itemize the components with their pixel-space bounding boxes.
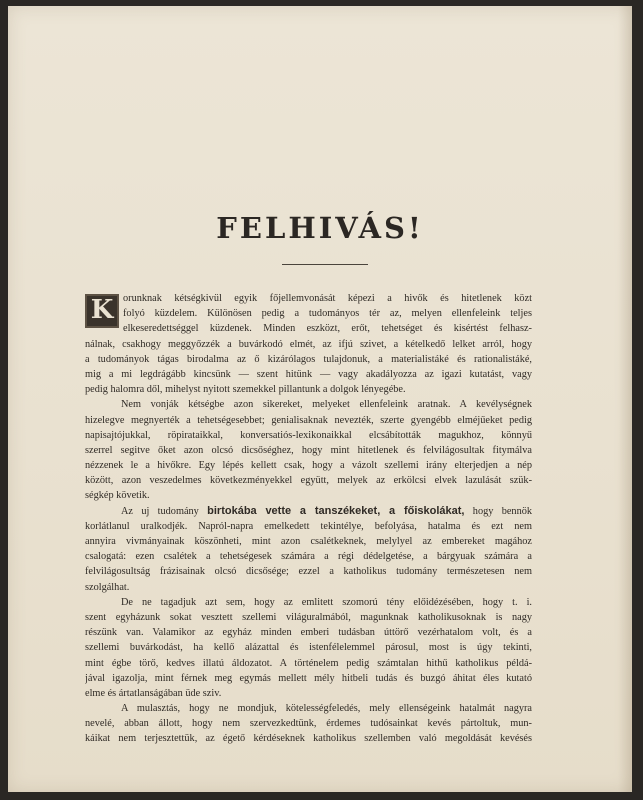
text-line: szolgálhat. [85,581,130,593]
text-line: szerrel segitve őket azon olcsó dicsőséghez, hogy mint hitetlenek és felvilágosultak fitymálva [85,444,532,456]
text-line: pedig halomra dől, mihelyst nyitott szemekkel pillantunk a dolgok lényegébe. [85,384,406,396]
paragraph [85,504,532,595]
title-divider [282,264,368,265]
page-edge-shadow [618,6,632,792]
drop-cap-initial: K [85,294,119,328]
text-line: hizelegve megnyerték a tehetségesebbet; genialisaknak nevezték, szerte gyengébb elméjűeket pedig [85,414,532,426]
document-page [8,6,632,792]
text-line: ségkép követik. [85,490,150,502]
text-line: nevelé, abban állott, hogy nem szervezkedtünk, érdemes tudósainkat kevés pártoltuk, mun- [85,718,532,730]
document-title: FELHIVÁS! [216,211,424,245]
text-line: között, azon veszedelmes következményekkel együtt, melyek az erkölcsi elvek lazulását szük- [85,475,532,487]
text-line: A mulasztás, hogy ne mondjuk, kötelességfeledés, mely ellenségeink hatalmát nagyra [121,703,532,715]
text-line: folyó küzdelem. Különösen pedig a tudományos tér az, melyen ellenfeleink teljes [123,308,532,320]
emphasized-text: birtokába vette a tanszékeket, a főiskolákat, [207,504,465,517]
text-line: felvilágosultság frázisainak olcsó dicsősége; ezzel a katholikus tudomány természetesen nem [85,566,532,578]
text-line [85,504,532,519]
text-line: annyira vivmányainak köszönheti, mint azon csalétkeknek, melylyel az embereket magához [85,536,532,547]
text-line: De ne tagadjuk azt sem, hogy az emlitett szomorú tény előidézésében, hogy t. i. [121,596,532,608]
text-line: elkeseredettséggel küzdenek. Minden eszközt, erőt, tehetséget és kisértést felhasz- [123,323,532,335]
text-line: a tudományok tágas birodalma az ő kizárólagos tulajdonuk, a materialistáké és rationalistáké, [85,353,532,365]
text-line: mint égbe törő, kedves illatú áldozatot. A történelem pedig számtalan hithű katholikus példá- [85,657,532,669]
text-segment: Az uj tudomány [121,505,208,517]
text-segment: hogy bennök [464,505,532,517]
text-line: korlátlanul uralkodjék. Napról-napra emelkedett tekintélye, befolyása, hatalma és ezt nem [85,520,532,532]
paragraph [85,397,532,503]
text-line: jával igazolja, mint férnek meg egymás mellett mély hitbeli tudás és buzgó áhitat éles kutató [85,672,532,684]
document-body [85,291,532,747]
text-line: nálnak, csakhogy meggyőzzék a buvárkodó elmét, az ifjú szivet, a kételkedő lelket arról, hogy [85,338,532,350]
paragraph [85,595,532,701]
text-line: Nem vonják kétségbe azon sikereket, melyeket ellenfeleink aratnak. A kevélységnek [121,399,532,411]
text-line: részünk van. Valamikor az egyház minden emberi tudásban úttörő vezérhatalom volt, és a [85,627,532,639]
text-line: elme és ártatlanságában üde sziv. [85,687,222,699]
text-line: napisajtójukkal, röpirataikkal, konversatiós-lexikonaikkal elcsábították magukhoz, könnyű [85,429,532,441]
text-line: orunknak kétségkivül egyik főjellemvonását képezi a hivők és hitetlenek közt [123,293,532,304]
text-line: mig a mi legdrágább kincsünk — szent hitünk — vagy akadályozza az igazi kutatást, vagy [85,368,532,380]
paragraph [85,701,532,747]
text-line: nézzenek le a hivőkre. Egy lépés kellett csak, hogy a vázolt szellemi irány elterjedjen a nép [85,460,532,472]
text-line: káikat nem terjesztettük, az égető kérdéseknek katholikus szellemben való megoldását kevésés [85,733,532,745]
text-line: szellemi buvárkodást, ha kellő alázattal és istenfélelemmel párosul, most is úgy tekinti, [85,642,532,654]
text-line: csalogatá: ezen csalétek a tehetségesek számára a régi dédelgetése, a bárgyuak számára a [85,551,532,563]
text-line: szent egyházunk sokat vesztett szellemi világuralmából, magunknak katholikusoknak is nagy [85,611,532,623]
paragraph [85,291,532,397]
